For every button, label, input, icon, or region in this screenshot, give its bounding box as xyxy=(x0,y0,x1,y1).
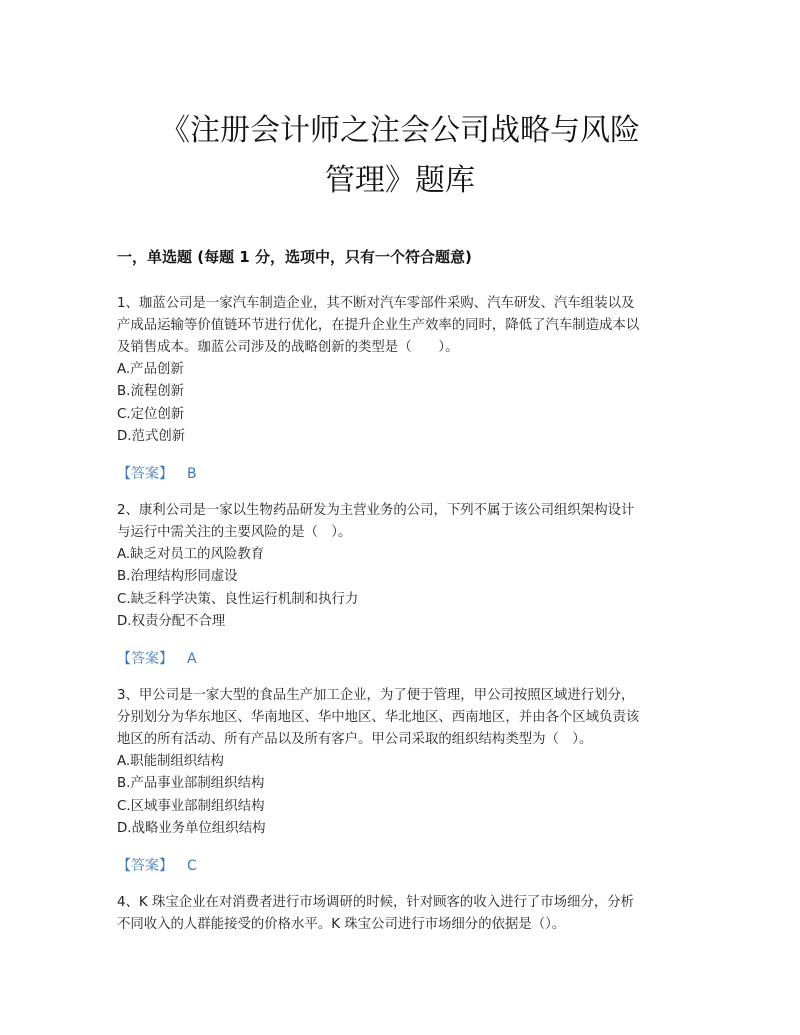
option-b: B.治理结构形同虚设 xyxy=(117,569,238,585)
title-line-1: 《注册会计师之注会公司战略与风险 xyxy=(160,113,640,148)
question-stem xyxy=(117,500,687,544)
stem-line: 2、康利公司是一家以生物药品研发为主营业务的公司，下列不属于该公司组织架构设计 xyxy=(117,503,635,518)
question-4 xyxy=(117,892,687,936)
answer-label: 【答案】 xyxy=(117,857,173,874)
option-d: D.权责分配不合理 xyxy=(117,614,226,630)
option-b: B.流程创新 xyxy=(117,384,185,400)
document-title xyxy=(100,106,700,206)
question-2 xyxy=(117,500,687,670)
answer-value: A xyxy=(187,650,197,667)
option-d: D.范式创新 xyxy=(117,429,186,445)
title-line-2: 管理》题库 xyxy=(325,163,475,198)
answer-label: 【答案】 xyxy=(117,650,173,667)
stem-line: 与运行中需关注的主要风险的是（ ）。 xyxy=(117,525,352,540)
answer-value: B xyxy=(187,465,197,482)
stem-line: 不同收入的人群能接受的价格水平。K 珠宝公司进行市场细分的依据是（）。 xyxy=(117,917,566,932)
question-1 xyxy=(117,293,687,485)
stem-line: 分别划分为华东地区、华南地区、华中地区、华北地区、西南地区，并由各个区域负责该 xyxy=(117,710,640,725)
answer-label: 【答案】 xyxy=(117,465,173,482)
stem-line: 地区的所有活动、所有产品以及所有客户。甲公司采取的组织结构类型为（ ）。 xyxy=(117,732,593,747)
answer-line xyxy=(117,648,687,670)
answer-line xyxy=(117,463,687,485)
option-list xyxy=(117,359,687,449)
question-stem xyxy=(117,293,687,359)
option-b: B.产品事业部制组织结构 xyxy=(117,776,265,792)
answer-line xyxy=(117,855,687,877)
option-list xyxy=(117,751,687,841)
answer-value: C xyxy=(187,857,197,874)
option-a: A.产品创新 xyxy=(117,362,184,377)
option-c: C.缺乏科学决策、良性运行机制和执行力 xyxy=(117,591,359,607)
question-stem xyxy=(117,685,687,751)
stem-line: 及销售成本。珈蓝公司涉及的战略创新的类型是（ ）。 xyxy=(117,340,459,355)
option-d: D.战略业务单位组织结构 xyxy=(117,821,266,837)
stem-line: 3、甲公司是一家大型的食品生产加工企业，为了便于管理，甲公司按照区域进行划分， xyxy=(117,688,635,703)
section-heading: 一，单选题 (每题 1 分，选项中，只有一个符合题意) xyxy=(117,248,472,266)
option-a: A.缺乏对员工的风险教育 xyxy=(117,547,265,562)
question-stem xyxy=(117,892,687,936)
option-list xyxy=(117,544,687,634)
option-c: C.区域事业部制组织结构 xyxy=(117,798,265,814)
option-c: C.定位创新 xyxy=(117,406,185,422)
stem-line: 1、珈蓝公司是一家汽车制造企业，其不断对汽车零部件采购、汽车研发、汽车组装以及 xyxy=(117,296,635,311)
option-a: A.职能制组织结构 xyxy=(117,754,224,769)
question-3 xyxy=(117,685,687,877)
stem-line: 产成品运输等价值链环节进行优化，在提升企业生产效率的同时，降低了汽车制造成本以 xyxy=(117,318,640,333)
stem-line: 4、K 珠宝企业在对消费者进行市场调研的时候，针对顾客的收入进行了市场细分，分析 xyxy=(117,895,635,910)
